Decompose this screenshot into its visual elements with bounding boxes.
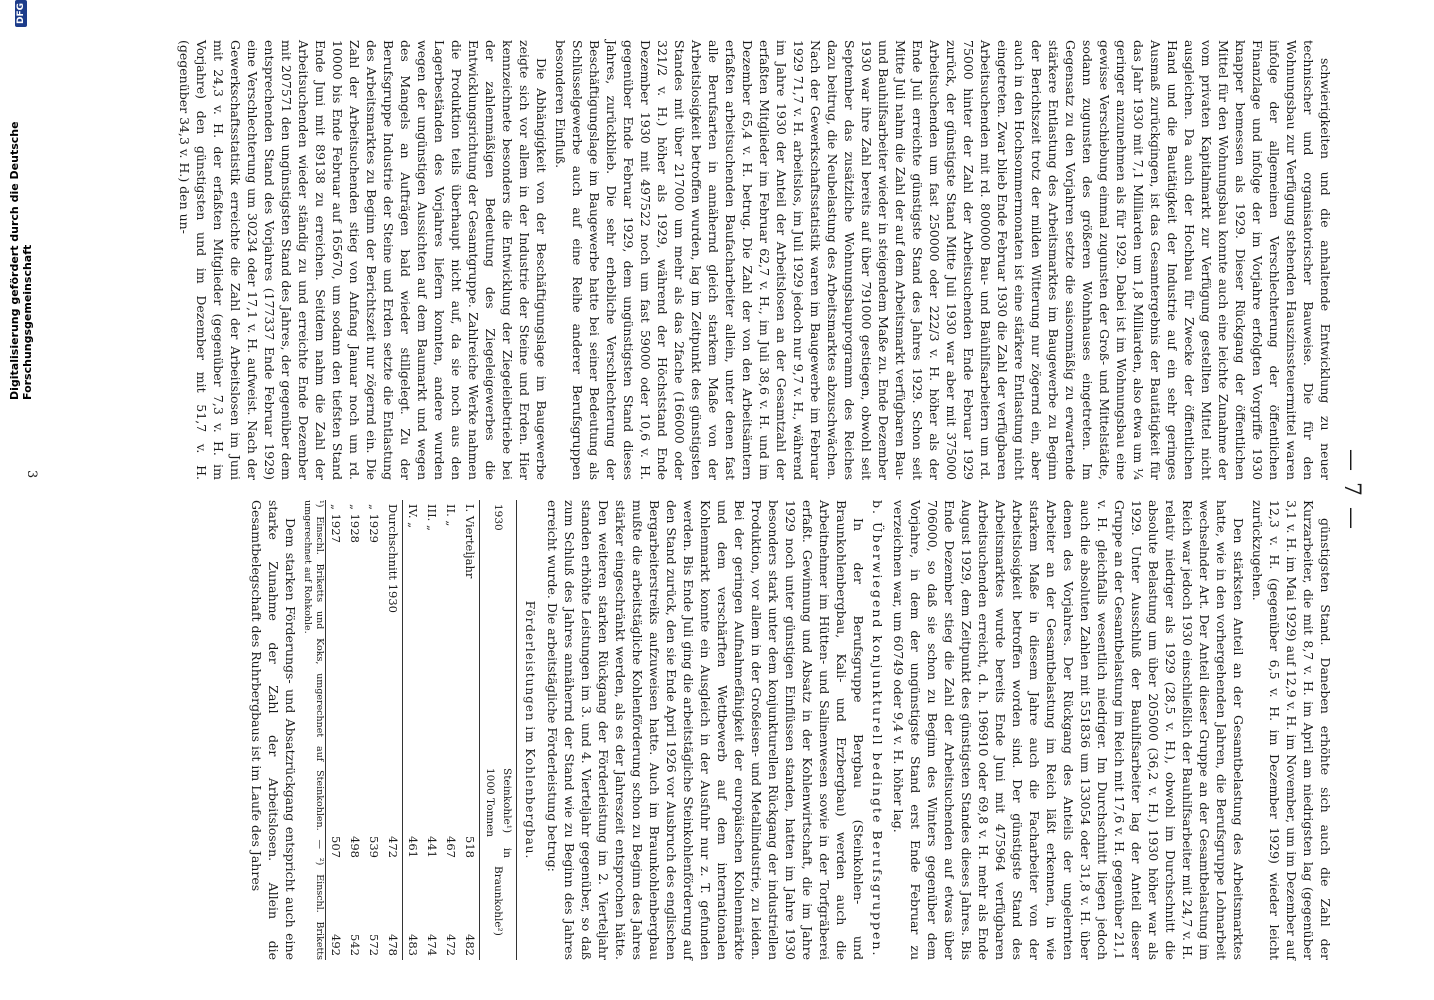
credit-text: Digitalisierung gefördert durch die Deutsche Forschungsgemeinschaft xyxy=(8,121,34,400)
table-row xyxy=(460,500,480,960)
cell-braunkohle: 483 xyxy=(406,934,420,956)
cell-braunkohle: 542 xyxy=(348,934,362,956)
coal-production-table xyxy=(325,500,517,960)
table-footnote: ¹) Einschl. Briketts und Koks, umgerechnet auf Steinkohlen. — ²) Einschl. Briketts umgerechnet auf Rohkohle. xyxy=(302,500,325,960)
cell-steinkohle: 472 xyxy=(383,764,403,862)
row-label: „ 1927 xyxy=(326,500,346,764)
table-header-year: 1930 xyxy=(480,500,517,764)
cell-steinkohle: 441 xyxy=(425,836,439,858)
right-column xyxy=(246,500,1334,960)
table-row xyxy=(345,500,364,960)
row-label: II. „ xyxy=(444,504,458,527)
cell-braunkohle: 472 xyxy=(444,934,458,956)
paragraph: In der Berufsgruppe Bergbau (Steinkohlen- und Braunkohlenbergbau, Kali- und Erzbergbau) werden auch die Arbeitnehmer im Hütten- und Salinenwesen sowie in der Torfgräberei erfaßt. Gewinnung und Absatz in der Kohlenwirtschaft, die im Jahre 1929 noch unter günstigen Einflüssen standen, hatten im Jahre 1930 besonders stark unter dem konjunkturellen Rückgang der industriellen Produktion, vor allem in der Großeisen- und Metallindustrie, zu leiden. Bei der geringen Aufnahmefähigkeit der europäischen Kohlenmärkte und dem verschärften Wettbewerb auf dem internationalen Kohlenmarkt konnte ein Ausgleich in der Ausfuhr nur z. T. gefunden werden. Bis Ende Juli ging die arbeitstägliche Steinkohlenförderung auf den Stand zurück, den sie Ende April 1926 vor Ausbruch des englischen Bergarbeiterstreiks aufzuweisen hatte. Auch im Braunkohlenbergbau mußte die arbeitstägliche Kohlenförderung schon zu Beginn des Jahres stärker eingeschränkt werden, als es der Jahreszeit entsprochen hätte. Den weiteren starken Rückgang der Förderleistung im 2. Vierteljahr standen erhöhte Leistungen im 3. und 4. Vierteljahr gegenüber, so daß zum Schluß des Jahres annähernd der Stand wie zu Beginn des Jahres erreicht wurde. Die arbeitstägliche Förderleistung betrug: xyxy=(545,500,866,960)
paragraph: Die Abhängigkeit von der Beschäftigungslage im Baugewerbe zeigte sich vor allem in der Industrie der Steine und Erden. Hier kennzeichnete besonders die Entwicklung der Ziegeleibetriebe bei der zahlenmäßigen Bedeutung des Ziegeleigewerbes die Entwicklungsrichtung der Gesamtgruppe. Zahlreiche Werke nahmen die Produktion teils überhaupt nicht auf, da sie noch aus den Lagerbeständen des Vorjahres liefern konnten, andere wurden wegen der ungünstigen Aussichten auf dem Baumarkt und wegen des Mangels an Aufträgen bald wieder stillgelegt. Zu der Berufsgruppe Industrie der Steine und Erden setzte die Entlastung des Arbeitsmarktes zu Beginn der Berichtszeit nur zögernd ein. Die Zahl der Arbeitsuchenden stieg von Anfang Januar noch um rd. 10000 bis Ende Februar auf 165670, um sodann den tiefsten Stand Ende Juni mit 89138 zu erreichen. Seitdem nahm die Zahl der Arbeitsuchenden wieder ständig zu und erreichte Ende Dezember mit 207571 den ungünstigsten Stand des Jahres, der gegenüber dem entsprechenden Stand des Vorjahres (177337 Ende Februar 1929) eine Verschlechterung um 30234 oder 17,1 v. H. aufweist. Nach der Gewerkschaftsstatistik erreichte die Zahl der Arbeitslosen im Juni mit 24,3 v. H. der erfaßten Mitglieder (gegenüber 7,3 v. H. im Vorjahre) den günstigsten und im Dezember mit 51,7 v. H. (gegenüber 34,3 v. H.) den un- xyxy=(177,40,549,480)
table-row xyxy=(364,500,383,960)
dfg-logo-icon: DFG xyxy=(15,0,27,27)
table-row xyxy=(441,500,460,960)
paragraph: Den stärksten Anteil an der Gesamtbelastung des Arbeitsmarktes hatte, wie in den vorhergehenden Jahren, die Berufsgruppe Lohnarbeit wechselnder Art. Der Anteil dieser Gruppe an der Gesamtbelastung im Reich war jedoch 1930 einschließlich der Bauhilfsarbeiter mit 24,7 v. H. relativ niedriger als 1929 (28,5 v. H.), obwohl im Durchschnitt die absolute Belastung um über 205000 (36,2 v. H.) 1930 höher war als 1929. Unter Ausschluß der Bauhilfsarbeiter lag der Anteil dieser Gruppe an der Gesamtbelastung im Reich mit 17,6 v. H. gegenüber 21,1 v. H. gleichfalls wesentlich niedriger. Im Durchschnitt liegen jedoch auch die absoluten Zahlen mit 551836 um 133054 oder 31,8 v. H. über denen des Vorjahres. Der Rückgang des Anteils der ungelernten Arbeiter an der Gesamtbelastung im Reich läßt erkennen, in wie starkem Maße in diesem Jahre auch die Facharbeiter von der Arbeitslosigkeit betroffen worden sind. Der günstigste Stand des Arbeitsmarktes wurde bereits Ende Juni mit 475964 verfügbaren Arbeitsuchenden erreicht, d. h. 196910 oder 69,8 v. H. mehr als Ende August 1929, dem Zeitpunkt des günstigsten Standes dieses Jahres. Bis Ende Dezember stieg die Zahl der Arbeitsuchenden auf etwas über 706000, so daß sie schon zu Beginn des Winters gegenüber dem Vorjahre, in dem der ungünstigste Stand erst Ende Februar zu verzeichnen war, um 60749 oder 9,4 v. H. höher lag. xyxy=(891,500,1246,960)
row-label: Durchschnitt 1930 xyxy=(383,500,403,764)
row-label: III. „ xyxy=(425,504,439,531)
table-row xyxy=(326,500,346,960)
page-number: 3 xyxy=(24,470,39,479)
cell-braunkohle: 492 xyxy=(326,862,346,960)
table-header-steinkohle: Steinkohle¹) in 1000 Tonnen xyxy=(480,764,517,862)
row-label: I. Vierteljahr xyxy=(463,504,477,579)
cell-braunkohle: 478 xyxy=(383,862,403,960)
table-title: Förderleistungen im Kohlenbergbau. xyxy=(523,600,537,860)
paragraph: Dem starken Förderungs- und Absatzrückgang entspricht auch eine starke Zunahme der Zahl der Arbeitslosen. Allein die Gesamtbelegschaft des Ruhrbergbaus ist im Laufe des Jahres xyxy=(249,500,298,960)
cell-braunkohle: 482 xyxy=(463,934,477,956)
cell-steinkohle: 507 xyxy=(326,764,346,862)
table-row xyxy=(383,500,403,960)
table-header-braunkohle: Braunkohle²) xyxy=(480,862,517,960)
digitization-credit xyxy=(0,0,34,1000)
paragraph: schwierigkeiten und die anhaltende Entwicklung zu neuer technischer und organisatorischer Bauweise. Die für den Wohnungsbau zur Verfügung stehenden Hauszinssteuermittel waren infolge der allgemeinen Verschlechterung der öffentlichen Finanzlage und infolge der im Vorjahre erfolgten Vorgriffe 1930 knapper bemessen als 1929. Dieser Rückgang der öffentlichen Mittel für den Wohnungsbau konnte auch eine leichte Zunahme der vom privaten Kapitalmarkt zur Verfügung gestellten Mittel nicht ausgleichen. Da auch der Hochbau für Zwecke der öffentlichen Hand und die Bautätigkeit der Industrie auf ein sehr geringes Ausmaß zurückgingen, ist das Gesamtergebnis der Bautätigkeit für das Jahr 1930 mit 7,1 Milliarden um 1,8 Milliarden, also etwa um ¼ geringer anzunehmen als für 1929. Dabei ist im Wohnungsbau eine gewisse Verschiebung einmal zugunsten der Groß- und Mittelstädte, sodann zugunsten des größeren Wohnhauses eingetreten. Im Gegensatz zu den Vorjahren setzte die saisonmäßig zu erwartende stärkere Entlastung des Arbeitsmarktes im Baugewerbe zu Beginn der Berichtszeit trotz der milden Witterung nur zögernd ein, aber auch in den Hochsommermonaten ist eine stärkere Entlastung nicht eingetreten. Zwar blieb Ende Februar 1930 die Zahl der verfügbaren Arbeitsuchenden mit rd. 800000 Bau- und Baühilfsarbeitern um rd. 75000 hinter der Zahl der Arbeitsuchenden Ende Februar 1929 zurück, der günstigste Stand Mitte Juli 1930 war aber mit 375000 Arbeitsuchenden um fast 250000 oder 222/3 v. H. höher als der Ende Juli erreichte günstigste Stand des Jahres 1929. Schon seit Mitte Juli nahm die Zahl der auf dem Arbeitsmarkt verfügbaren Bau- und Bauhilfsarbeiter wieder in steigendem Maße zu. Ende Dezember 1930 war ihre Zahl bereits auf über 791000 gestiegen, obwohl seit September das zusätzliche Wohnungsbauprogramm des Reiches dazu beitrug, die Neubelastung des Arbeitsmarktes abzuschwächen. Nach der Gewerkschaftsstatistik waren im Baugewerbe im Februar 1929 71,7 v. H. arbeitslos, im Juli 1929 jedoch nur 9,7 v. H., während im Jahre 1930 der Anteil der Arbeitslosen an der Gesamtzahl der erfaßten Mitglieder im Februar 62,7 v. H., im Juli 38,6 v. H. und im Dezember 65,4 v. H. betrug. Die Zahl der von den Arbeitsämtern erfaßten arbeitsuchenden Baufacharbeiter allein, unter denen fast alle Berufsarten in annähernd gleich starkem Maße von der Arbeitslosigkeit betroffen wurden, lag im Zeitpunkt des günstigsten Standes mit über 217000 um mehr als das 2fache (166000 oder 321/2 v. H.) höher als 1929, während der Höchststand Ende Dezember 1930 mit 497522 noch um fast 59000 oder 10,6 v. H. gegenüber Ende Februar 1929, dem ungünstigsten Stand dieses Jahres, zurückblieb. Die sehr erhebliche Verschlechterung der Beschäftigungslage im Baugewerbe hatte bei seiner Bedeutung als Schlüsselgewerbe auch auf eine Reihe anderer Berufsgruppen besonderen Einfluß. xyxy=(553,40,1333,480)
cell-braunkohle: 572 xyxy=(367,934,381,956)
paragraph: günstigsten Stand. Daneben erhöhte sich auch die Zahl der Kurzarbeiter, die mit 8,7 v. H. im April am niedrigsten lag (gegenüber 3,1 v. H. im Mai 1929) auf 12,9 v. H. im November, um im Dezember auf 12,3 v. H. (gegenüber 6,5 v. H. im Dezember 1929) wieder leicht zurückzugehen. xyxy=(1250,500,1333,960)
section-heading: b. Überwiegend konjunkturell bedingte Berufsgruppen. xyxy=(870,500,885,958)
cell-steinkohle: 518 xyxy=(463,836,477,858)
cell-steinkohle: 461 xyxy=(406,836,420,858)
cell-steinkohle: 467 xyxy=(444,836,458,858)
cell-steinkohle: 539 xyxy=(367,836,381,858)
row-label: „ 1928 xyxy=(348,504,362,543)
page-header: — 7 — xyxy=(1339,449,1364,531)
cell-braunkohle: 474 xyxy=(425,934,439,956)
row-label: „ 1929 xyxy=(367,504,381,543)
cell-steinkohle: 498 xyxy=(348,836,362,858)
table-row xyxy=(403,500,423,960)
row-label: IV. „ xyxy=(406,504,420,529)
table-row xyxy=(422,500,441,960)
left-column xyxy=(174,40,1334,480)
